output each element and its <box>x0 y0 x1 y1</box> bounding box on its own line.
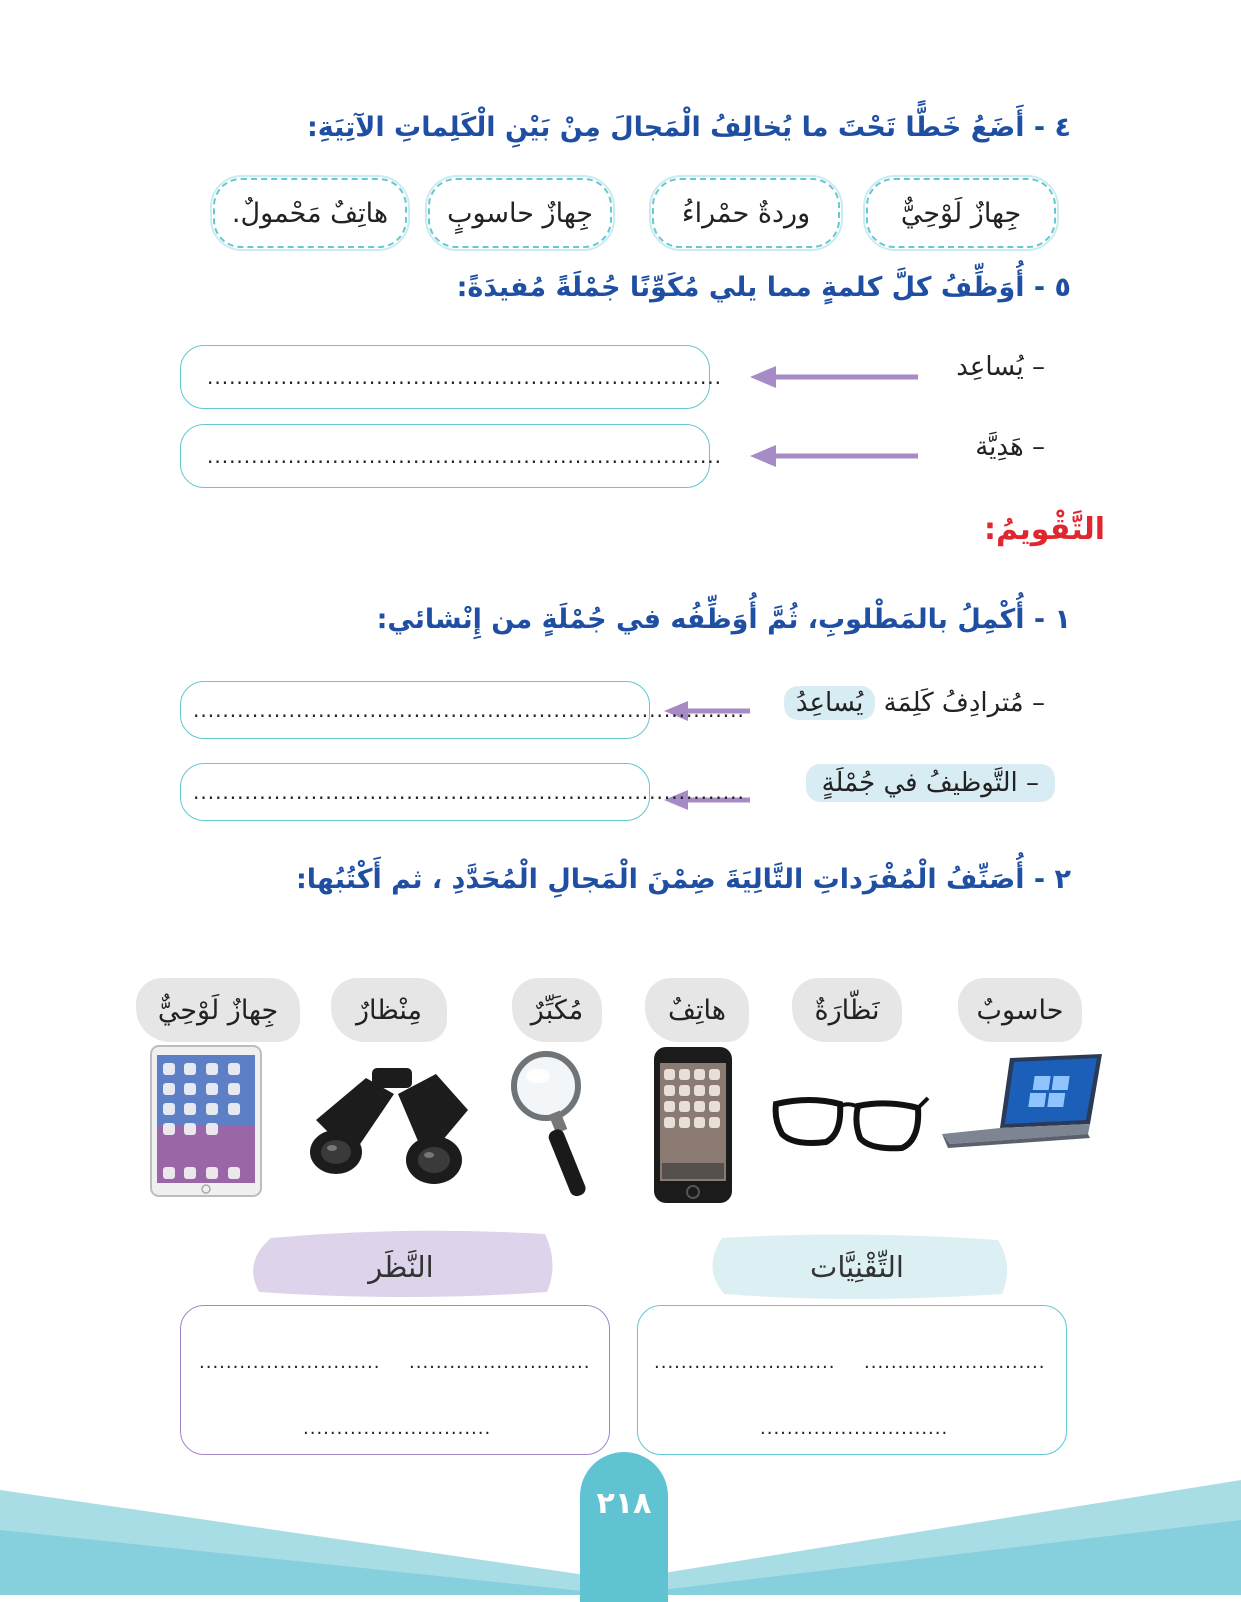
q5-word-1: – يُساعِد <box>956 352 1045 382</box>
word-chip-tablet[interactable]: جِهازٌ لَوْحِيٌّ <box>866 178 1056 248</box>
e2-number: ٢ - <box>1033 864 1071 895</box>
word-chip-mobile[interactable]: هاتِفٌ مَحْمولٌ. <box>213 178 407 248</box>
q4-text: أَضَعُ خَطًّا تَحْتَ ما يُخالِفُ الْمَجالَ مِنْ بَيْنِ الْكَلِماتِ الآتِيَةِ: <box>306 112 1025 143</box>
glasses-image <box>770 1090 930 1160</box>
answer-dots: ........................... <box>199 1352 381 1373</box>
vocab-chip-magnifier[interactable]: مُكَبِّرٌ <box>512 978 602 1042</box>
e1-synonym-label: – مُترادِفُ كَلِمَة يُساعِدُ <box>745 688 1045 718</box>
magnifier-image <box>508 1050 598 1202</box>
answer-box-tech[interactable] <box>637 1305 1067 1455</box>
vocab-chip-binoculars[interactable]: مِنْظارٌ <box>331 978 447 1042</box>
e2-text: أُصَنِّفُ الْمُفْرَداتِ التَّالِيَةَ ضِمْنَ الْمَجالِ الْمُحَدَّدِ ، ثم أَكْتُبُها: <box>295 864 1025 895</box>
vocab-chip-phone[interactable]: هاتِفٌ <box>645 978 749 1042</box>
q5-answer-field-1[interactable]: ...................................................................... <box>180 345 710 409</box>
tablet-image <box>150 1045 262 1197</box>
page-number-tab <box>580 1452 668 1602</box>
q5-word-2: – هَدِيَّة <box>975 432 1045 462</box>
answer-dots: ........................... <box>654 1352 836 1373</box>
phone-image <box>652 1045 734 1205</box>
answer-box-vision[interactable] <box>180 1305 610 1455</box>
page-number: ٢١٨ <box>596 1486 652 1521</box>
e1-usage-field[interactable]: ........................................................................... <box>180 763 650 821</box>
answer-dots: ........................... <box>864 1352 1046 1373</box>
e1-number: ١ - <box>1033 604 1071 635</box>
q5-text: أُوَظِّفُ كلَّ كلمةٍ مما يلي مُكَوِّنًا جُمْلَةً مُفيدَةً: <box>456 272 1025 303</box>
e1-usage-label: – التَّوظيفُ في جُمْلَةٍ <box>795 768 1055 798</box>
e2-title <box>71 864 1071 895</box>
e1-text: أُكْمِلُ بالمَطْلوبِ، ثُمَّ أُوَظِّفُه في جُمْلَةٍ من إِنْشائي: <box>376 604 1025 635</box>
laptop-image <box>940 1052 1105 1152</box>
q4-number: ٤ - <box>1033 112 1071 143</box>
word-chip-computer[interactable]: جِهازٌ حاسوبٍ <box>428 178 612 248</box>
e1-title <box>171 604 1071 635</box>
arrow-icon <box>750 443 920 469</box>
q5-title <box>171 272 1071 303</box>
category-tech-label: التِّقْنِيَّات <box>810 1250 904 1284</box>
evaluation-heading: التَّقْويمُ: <box>984 512 1105 547</box>
q5-number: ٥ - <box>1033 272 1071 303</box>
word-chip-rose[interactable]: وردةٌ حمْراءُ <box>652 178 840 248</box>
arrow-icon <box>750 364 920 390</box>
vocab-chip-tablet[interactable]: جِهازٌ لَوْحِيٌّ <box>136 978 300 1042</box>
e1-highlight-word: يُساعِدُ <box>784 686 876 720</box>
e1-synonym-field[interactable]: ........................................................................... <box>180 681 650 739</box>
binoculars-image <box>306 1060 472 1190</box>
answer-dots: ........................... <box>409 1352 591 1373</box>
answer-dots: ............................ <box>303 1418 492 1439</box>
q5-answer-field-2[interactable]: ...................................................................... <box>180 424 710 488</box>
vocab-chip-glasses[interactable]: نَظّارَةٌ <box>792 978 902 1042</box>
category-vision-label: النَّظَر <box>368 1250 434 1284</box>
q4-title <box>171 112 1071 143</box>
answer-dots: ............................ <box>760 1418 949 1439</box>
vocab-chip-computer[interactable]: حاسوبٌ <box>958 978 1082 1042</box>
